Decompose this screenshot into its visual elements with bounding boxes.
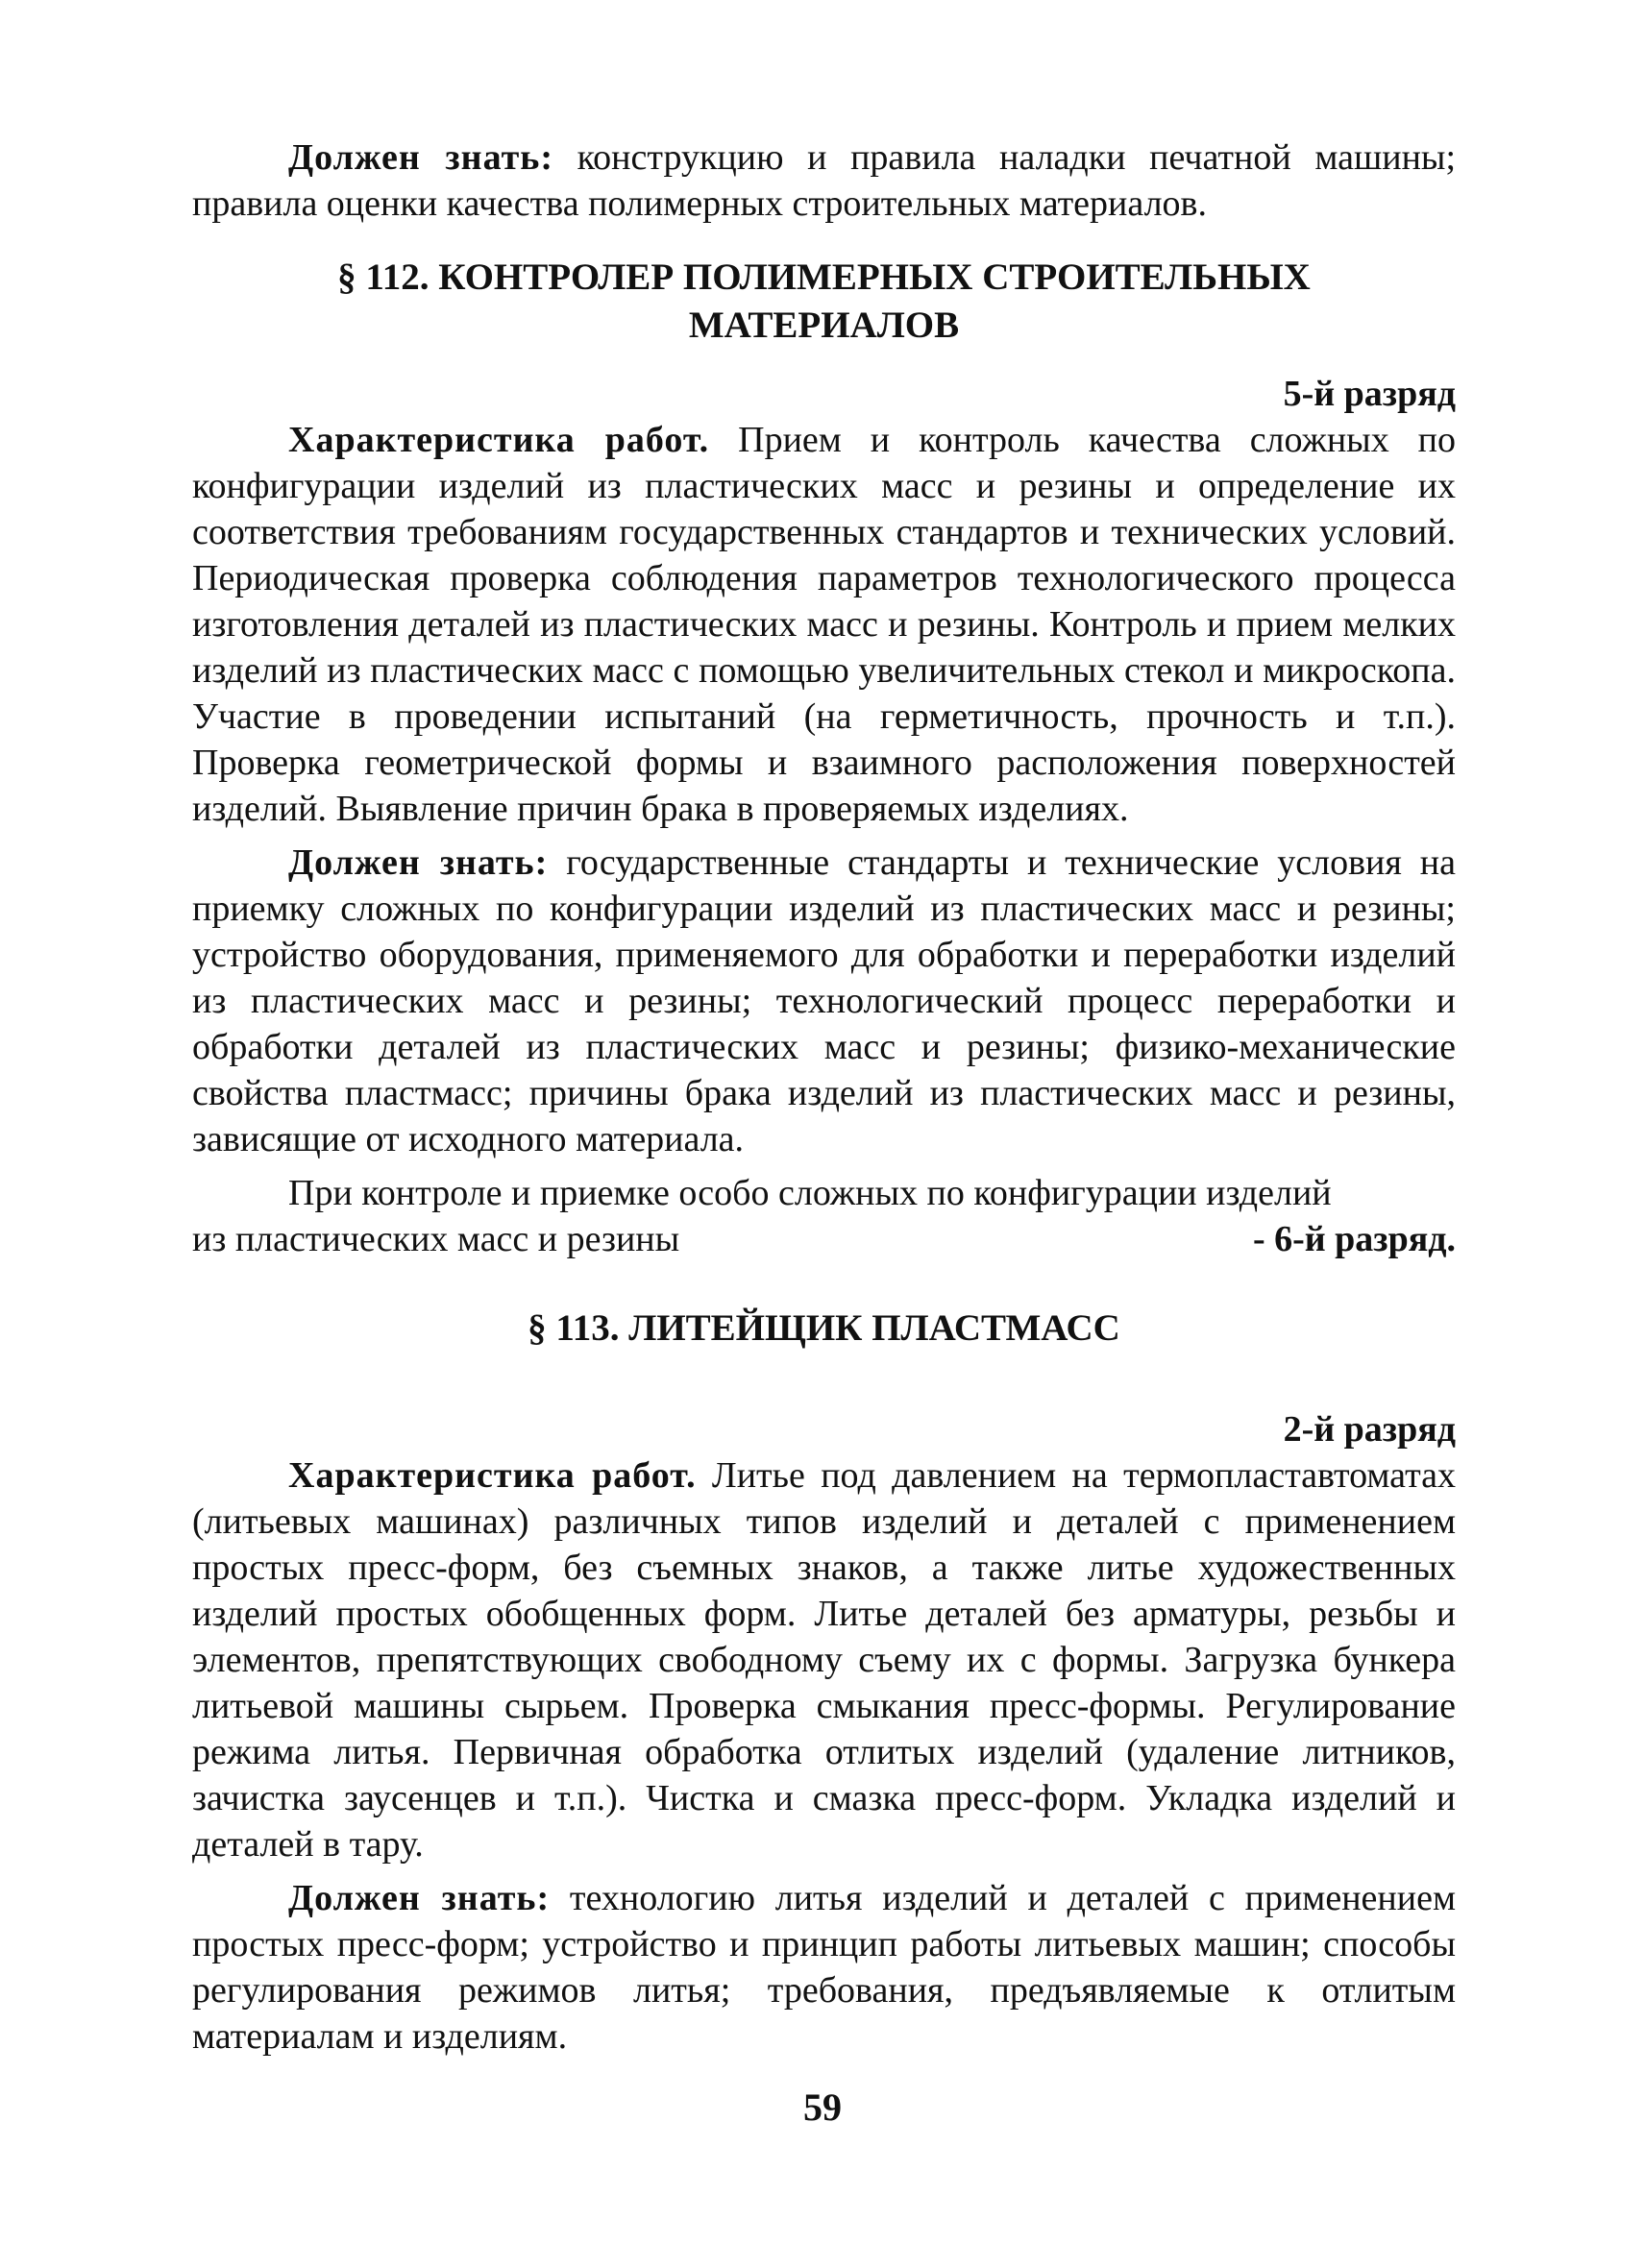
section-112-heading-line2: МАТЕРИАЛОВ [688, 305, 960, 346]
section-113-knowledge [192, 1875, 1456, 2060]
section-112-heading-line1: § 112. КОНТРОЛЕР ПОЛИМЕРНЫХ СТРОИТЕЛЬНЫХ [337, 256, 1311, 298]
section-112-rank: 5-й разряд [1283, 374, 1456, 414]
section-112-know-lead: Должен знать: [288, 842, 549, 883]
section-113-heading: § 113. ЛИТЕЙЩИК ПЛАСТМАСС [528, 1307, 1120, 1349]
section-113-characteristics [192, 1452, 1456, 1867]
page-number: 59 [803, 2085, 842, 2129]
section-113-char-text: Литье под давлением на термопластавтоматах (литьевых машинах) различных типов изделий и деталей с применением простых пресс-форм, без съемных знаков, а также литье художественных изделий простых обобщенных форм. Литье деталей без арматуры, резьбы и элементов, препятствующих свободному съему их с формы. Загрузка бункера литьевой машины сырьем. Проверка смыкания пресс-формы. Регулирование режима литья. Первичная обработка отлитых изделий (удаление литников, зачистка заусенцев и т.п.). Чистка и смазка пресс-форм. Укладка изделий и деталей в тару. [192, 1455, 1457, 1865]
section-112-know-text: государственные стандарты и технические условия на приемку сложных по конфигурации изделий из пластических масс и резины; устройство оборудования, применяемого для обработки и переработки изделий из пластических масс и резины; технологический процесс переработки и обработки деталей из пластических масс и резины; физико-механические свойства пластмасс; причины брака изделий из пластических масс и резины, зависящие от исходного материала. [192, 842, 1456, 1159]
section-113-char-lead: Характеристика работ. [288, 1455, 697, 1496]
section-112-note-rank: - 6-й разряд. [1252, 1219, 1456, 1259]
section-112-char-text: Прием и контроль качества сложных по конфигурации изделий из пластических масс и резины и определение их соответствия требованиям государственных стандартов и технических условий. Периодическая проверка соблюдения параметров технологического процесса изготовления деталей из пластических масс и резины. Контроль и прием мелких изделий из пластических масс с помощью увеличительных стекол и микроскопа. Участие в проведении испытаний (на герметичность, прочность и т.п.). Проверка геометрической формы и взаимного расположения поверхностей изделий. Выявление причин брака в проверяемых изделиях. [192, 420, 1456, 829]
section-112-note-row [192, 1216, 1456, 1262]
section-112-heading [192, 254, 1456, 350]
section-113-know-text: технологию литья изделий и деталей с применением простых пресс-форм; устройство и принцип работы литьевых машин; способы регулирования режимов литья; требования, предъявляемые к отлитым материалам и изделиям. [192, 1878, 1456, 2057]
section-112-characteristics [192, 417, 1456, 832]
section-112-note-line1: При контроле и приемке особо сложных по конфигурации изделий [288, 1173, 1332, 1213]
section-113-rank: 2-й разряд [1283, 1409, 1456, 1450]
section-112-note-line2: из пластических масс и резины [192, 1219, 680, 1259]
section-113-know-lead: Должен знать: [288, 1878, 551, 1918]
section-112-char-lead: Характеристика работ. [288, 420, 710, 460]
section-112-knowledge [192, 840, 1456, 1162]
intro-text: конструкцию и правила наладки печатной машины; правила оценки качества полимерных строительных материалов. [192, 137, 1457, 224]
intro-lead: Должен знать: [288, 137, 554, 178]
intro-paragraph [192, 134, 1456, 227]
document-page [192, 134, 1456, 2060]
